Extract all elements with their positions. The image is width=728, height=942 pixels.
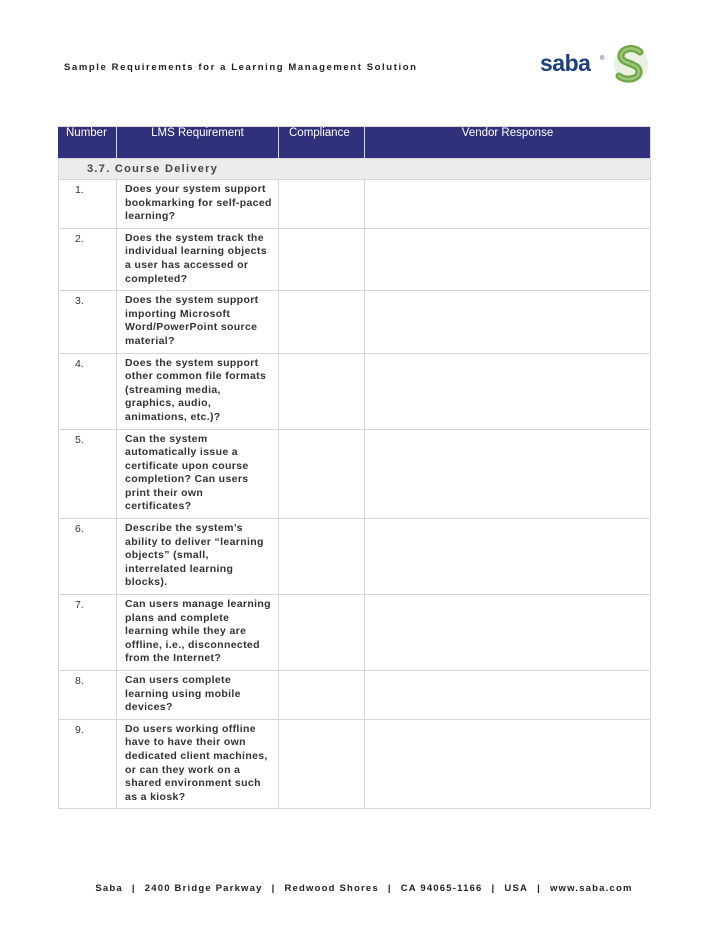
page-footer [0, 883, 728, 894]
requirement-number: 9. [59, 719, 117, 809]
requirement-text: Do users working offline have to have their own dedicated client machines, or can they work on a shared environment such as a kiosk? [117, 719, 279, 809]
footer-separator: | [271, 883, 276, 894]
vendor-response-cell[interactable] [365, 429, 651, 519]
column-header-number: Number [59, 127, 117, 159]
requirement-number: 1. [59, 180, 117, 229]
vendor-response-cell[interactable] [365, 719, 651, 809]
requirement-number: 3. [59, 291, 117, 353]
table-row [59, 353, 651, 429]
saba-s-logo-icon [612, 44, 650, 84]
table-row [59, 595, 651, 671]
footer-state-zip: CA 94065-1166 [400, 883, 483, 894]
vendor-response-cell[interactable] [365, 291, 651, 353]
requirement-text: Does the system support other common file formats (streaming media, graphics, audio, animations, etc.)? [117, 353, 279, 429]
footer-website[interactable]: www.saba.com [549, 883, 633, 894]
footer-company: Saba [95, 883, 123, 894]
footer-address: 2400 Bridge Parkway [144, 883, 263, 894]
footer-separator: | [387, 883, 392, 894]
requirement-number: 8. [59, 671, 117, 720]
vendor-response-cell[interactable] [365, 180, 651, 229]
vendor-response-cell[interactable] [365, 519, 651, 595]
vendor-response-cell[interactable] [365, 228, 651, 290]
table-row [59, 291, 651, 353]
logo-registered-mark: ® [600, 56, 605, 62]
table-row [59, 719, 651, 809]
requirement-text: Does the system track the individual learning objects a user has accessed or completed? [117, 228, 279, 290]
section-title: 3.7. Course Delivery [59, 159, 651, 180]
table-header-row [59, 127, 651, 159]
requirement-text: Does the system support importing Microsoft Word/PowerPoint source material? [117, 291, 279, 353]
footer-separator: | [131, 883, 136, 894]
requirement-number: 2. [59, 228, 117, 290]
requirement-number: 4. [59, 353, 117, 429]
requirement-text: Can users manage learning plans and complete learning while they are offline, i.e., disconnected from the Internet? [117, 595, 279, 671]
compliance-cell[interactable] [279, 671, 365, 720]
requirement-number: 7. [59, 595, 117, 671]
logo-wordmark: saba [540, 50, 591, 76]
column-header-requirement: LMS Requirement [117, 127, 279, 159]
requirement-text: Does your system support bookmarking for self-paced learning? [117, 180, 279, 229]
compliance-cell[interactable] [279, 291, 365, 353]
compliance-cell[interactable] [279, 228, 365, 290]
footer-country: USA [504, 883, 529, 894]
table-row [59, 671, 651, 720]
requirement-text: Can the system automatically issue a certificate upon course completion? Can users print their own certificates? [117, 429, 279, 519]
requirement-text: Can users complete learning using mobile devices? [117, 671, 279, 720]
vendor-response-cell[interactable] [365, 353, 651, 429]
table-row [59, 180, 651, 229]
compliance-cell[interactable] [279, 180, 365, 229]
footer-separator: | [491, 883, 496, 894]
compliance-cell[interactable] [279, 429, 365, 519]
compliance-cell[interactable] [279, 595, 365, 671]
vendor-response-cell[interactable] [365, 671, 651, 720]
vendor-response-cell[interactable] [365, 595, 651, 671]
column-header-compliance: Compliance [279, 127, 365, 159]
compliance-cell[interactable] [279, 719, 365, 809]
footer-separator: | [537, 883, 541, 894]
footer-city: Redwood Shores [284, 883, 379, 894]
compliance-cell[interactable] [279, 353, 365, 429]
section-row [59, 159, 651, 180]
table-row [59, 429, 651, 519]
requirement-number: 5. [59, 429, 117, 519]
document-title: Sample Requirements for a Learning Management Solution [64, 62, 418, 73]
table-row [59, 519, 651, 595]
compliance-cell[interactable] [279, 519, 365, 595]
requirement-number: 6. [59, 519, 117, 595]
saba-logo [540, 44, 650, 84]
requirement-text: Describe the system’s ability to deliver “learning objects” (small, interrelated learning blocks). [117, 519, 279, 595]
requirements-table [58, 126, 651, 809]
table-row [59, 228, 651, 290]
column-header-vendor-response: Vendor Response [365, 127, 651, 159]
